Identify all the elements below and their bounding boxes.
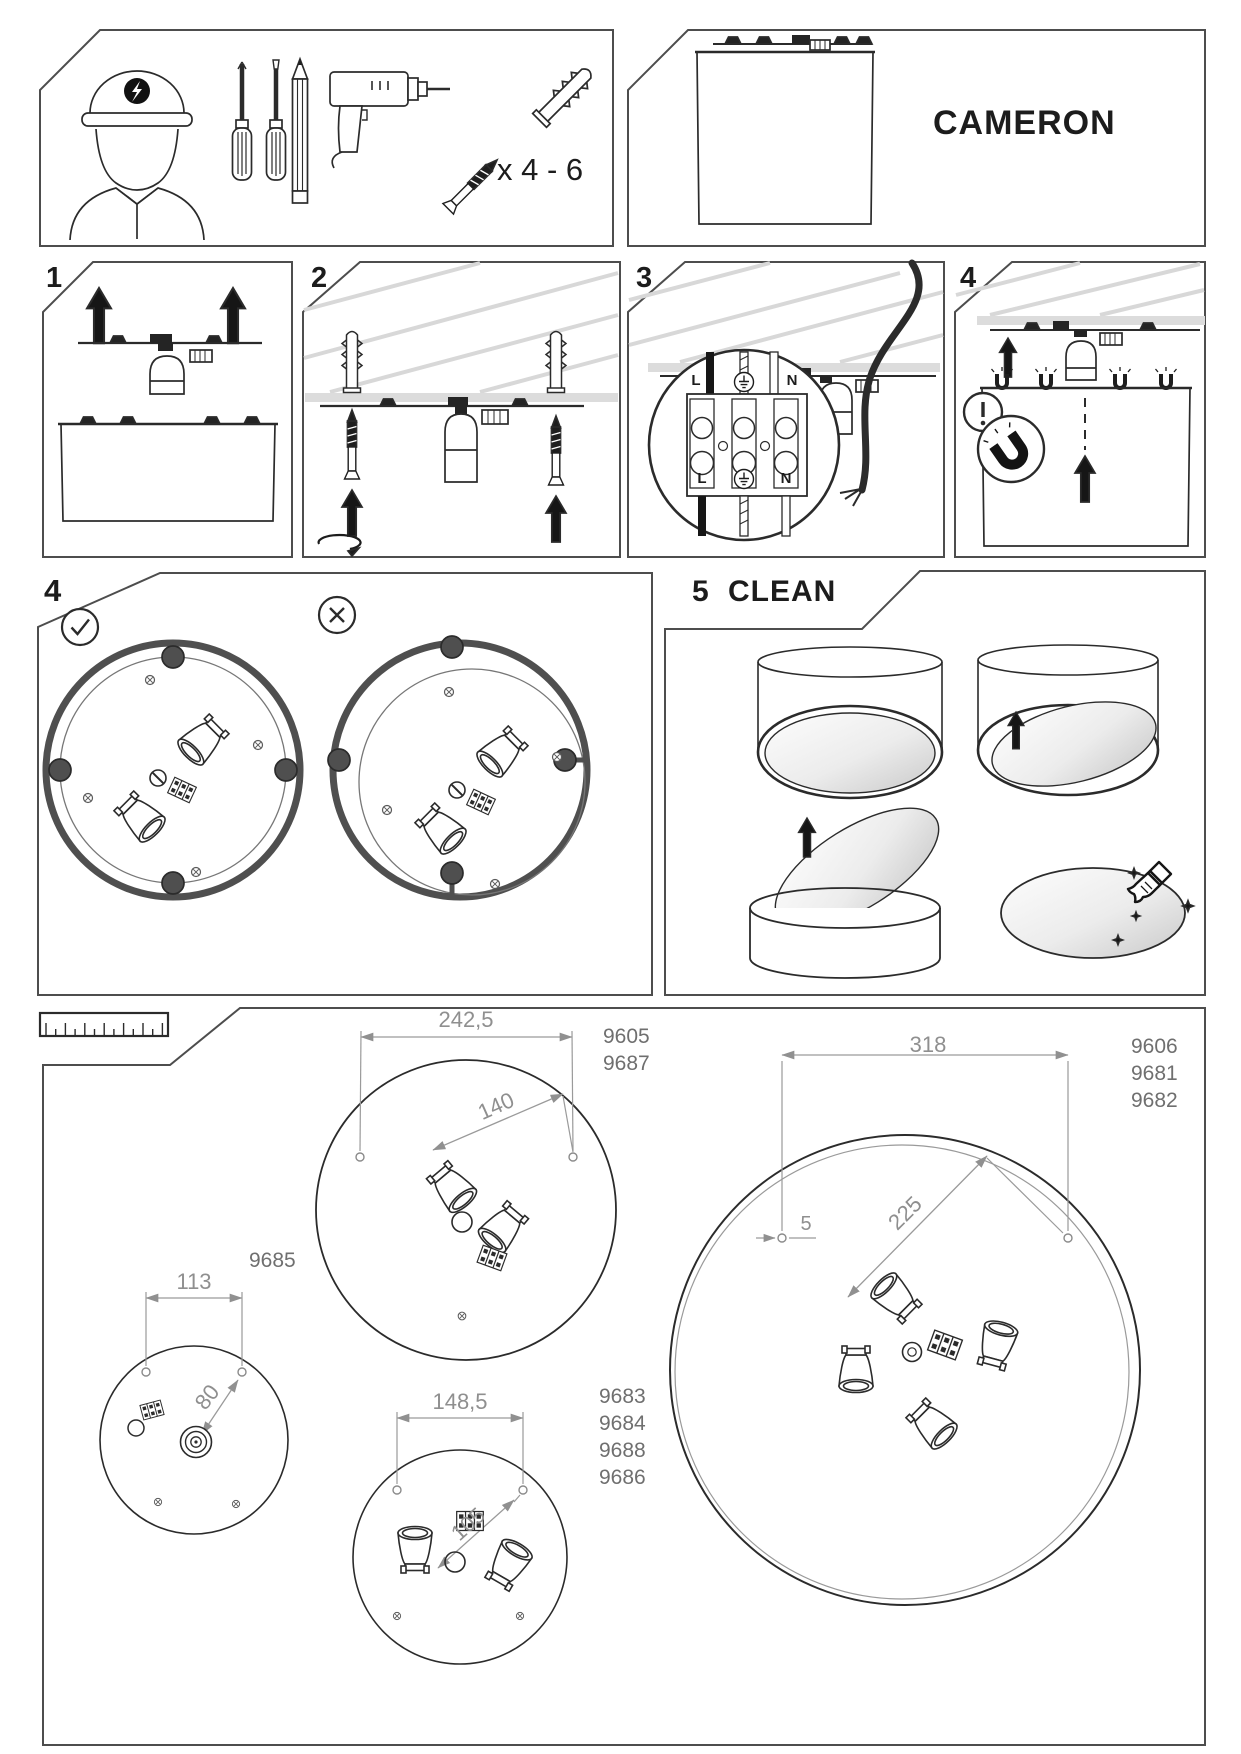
template-9606 bbox=[670, 1055, 1140, 1605]
magnet-icon bbox=[1036, 367, 1057, 388]
check-icon bbox=[62, 609, 98, 645]
t2-product-number: 9681 bbox=[1131, 1062, 1178, 1085]
lamp-top-view-correct bbox=[46, 643, 300, 897]
step5-clean-diagram bbox=[750, 645, 1194, 978]
template-9605 bbox=[316, 1031, 616, 1360]
t3-product-number: 9685 bbox=[249, 1249, 296, 1272]
tools-panel-art bbox=[70, 59, 597, 240]
step4-diagram bbox=[956, 263, 1205, 546]
step5-number: 5 bbox=[692, 575, 710, 608]
t2-offset-dim: 5 bbox=[800, 1213, 812, 1235]
live-label-top: L bbox=[691, 372, 701, 389]
rotate-arrow-icon bbox=[319, 535, 361, 556]
lamp-top-view-wrong bbox=[328, 636, 587, 897]
mounting-bracket-top bbox=[713, 35, 872, 50]
step4-alignment-diagram bbox=[46, 597, 587, 897]
t1-diagonal-dim: 140 bbox=[474, 1087, 518, 1125]
up-arrow-icon bbox=[87, 288, 111, 343]
up-arrow-icon bbox=[546, 496, 566, 542]
t4-product-number: 9683 bbox=[599, 1385, 646, 1408]
lamp-side-view bbox=[695, 52, 875, 224]
wall-plug-icon bbox=[443, 63, 597, 214]
magnet-icon bbox=[1110, 367, 1131, 388]
screw-icon bbox=[443, 155, 502, 214]
cross-icon bbox=[319, 597, 355, 633]
t4-product-number: 9684 bbox=[599, 1412, 646, 1435]
product-name: CAMERON bbox=[933, 104, 1116, 142]
earth-icon bbox=[735, 470, 754, 489]
up-arrow-icon bbox=[1075, 456, 1095, 502]
magnet-icon bbox=[1156, 367, 1177, 388]
t4-product-number: 9686 bbox=[599, 1466, 646, 1489]
magnet-circle-icon bbox=[978, 416, 1044, 482]
ceiling-hatch bbox=[956, 263, 1204, 315]
step3-number: 3 bbox=[636, 262, 653, 294]
pencil-icon bbox=[293, 59, 308, 203]
anchor-quantity-label: x 4 - 6 bbox=[497, 152, 584, 187]
t4-product-number: 9688 bbox=[599, 1439, 646, 1462]
step2-diagram bbox=[304, 263, 618, 556]
t2-product-number: 9606 bbox=[1131, 1035, 1178, 1058]
flat-screwdriver-icon bbox=[267, 60, 286, 180]
t3-diagonal-dim: 80 bbox=[189, 1379, 225, 1415]
step1-diagram bbox=[58, 288, 278, 521]
t4-width-dim: 148,5 bbox=[432, 1389, 488, 1414]
t2-width-dim: 318 bbox=[909, 1032, 947, 1057]
t1-width-dim: 242,5 bbox=[438, 1007, 494, 1032]
t2-product-number: 9682 bbox=[1131, 1089, 1178, 1112]
drill-icon bbox=[330, 72, 450, 168]
t4-diagonal-dim: 105 bbox=[445, 1502, 490, 1546]
t1-product-number: 9687 bbox=[603, 1052, 650, 1075]
diffuser-cleaning bbox=[1001, 862, 1194, 958]
t2-diagonal-dim: 225 bbox=[883, 1191, 927, 1235]
lamp-overview-art bbox=[695, 35, 875, 224]
t3-width-dim: 113 bbox=[176, 1269, 212, 1294]
neutral-label-bottom: N bbox=[780, 470, 792, 487]
ceiling-hatch bbox=[629, 263, 943, 362]
step4-check-number: 4 bbox=[44, 573, 62, 608]
earth-icon bbox=[735, 373, 754, 392]
screw-icon bbox=[549, 416, 564, 485]
screw-icon bbox=[345, 410, 360, 479]
up-arrow-icon bbox=[221, 288, 245, 343]
neutral-label-top: N bbox=[786, 372, 798, 389]
step2-number: 2 bbox=[311, 262, 328, 294]
cable-wires bbox=[840, 488, 862, 506]
up-arrow-icon bbox=[342, 490, 362, 536]
wall-plug-icon bbox=[546, 332, 566, 393]
ceiling-band bbox=[977, 316, 1205, 325]
step4-number: 4 bbox=[960, 262, 977, 294]
electrician-icon bbox=[70, 71, 204, 240]
phillips-screwdriver-icon bbox=[233, 62, 252, 180]
ruler-icon bbox=[40, 1013, 168, 1036]
t1-product-number: 9605 bbox=[603, 1025, 650, 1048]
step1-number: 1 bbox=[46, 262, 63, 294]
drum-with-diffuser bbox=[758, 647, 942, 798]
template-9685 bbox=[100, 1292, 288, 1534]
step5-clean-label: CLEAN bbox=[728, 575, 837, 608]
drum-diffuser-lifted bbox=[978, 645, 1165, 801]
diffuser-removal bbox=[750, 785, 957, 978]
step3-diagram bbox=[629, 263, 943, 540]
up-arrow-icon bbox=[1000, 338, 1017, 377]
live-label-bottom: L bbox=[697, 470, 707, 487]
